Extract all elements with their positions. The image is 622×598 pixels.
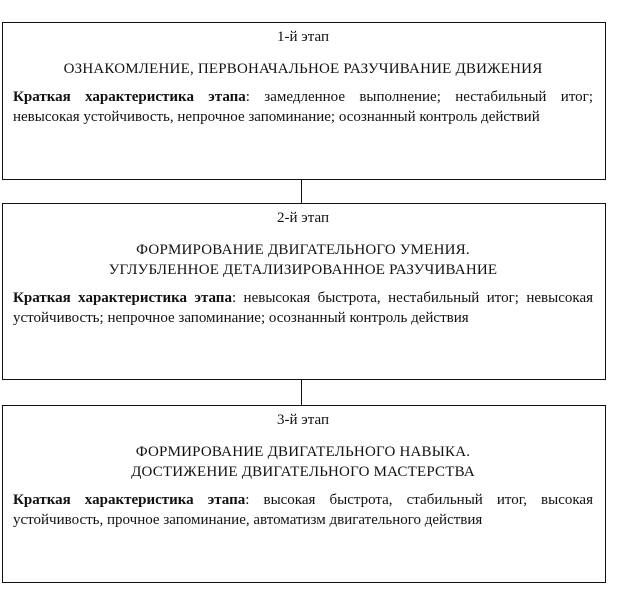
stage-2-title-line-1: ФОРМИРОВАНИЕ ДВИГАТЕЛЬНОГО УМЕНИЯ. <box>136 242 470 258</box>
stage-1-desc-text: : замедленное выполнение; нестабильный итог; невысокая устойчивость, непрочное запоминание; осознанный контроль действий <box>13 89 593 125</box>
connector-line-2-3 <box>301 380 302 405</box>
stage-2-title <box>13 240 593 280</box>
stage-1-title <box>13 59 593 79</box>
stage-2-desc-text: : невысокая быстрота, нестабильный итог; невысокая устойчивость; непрочное запоминание; осознанный контроль действия <box>13 290 593 326</box>
stage-2-desc-label: Краткая характеристика этапа <box>13 290 232 306</box>
stage-2-label: 2-й этап <box>277 210 329 226</box>
stage-3-desc-text: : высокая быстрота, стабильный итог, высокая устойчивость, прочное запоминание, автоматизм двигательного действия <box>13 492 593 528</box>
stage-1-title-line: ОЗНАКОМЛЕНИЕ, ПЕРВОНАЧАЛЬНОЕ РАЗУЧИВАНИЕ ДВИЖЕНИЯ <box>63 61 543 77</box>
stage-1-desc-label: Краткая характеристика этапа <box>13 89 246 105</box>
stage-2-description <box>13 288 593 328</box>
stage-1-description <box>13 87 593 127</box>
stage-3-label: 3-й этап <box>277 412 329 428</box>
stage-1-box <box>2 22 606 180</box>
stage-2-box <box>2 203 606 380</box>
stage-1-label: 1-й этап <box>277 29 329 45</box>
stage-2-title-line-2: УГЛУБЛЕННОЕ ДЕТАЛИЗИРОВАННОЕ РАЗУЧИВАНИЕ <box>108 262 498 278</box>
stage-3-description <box>13 490 593 530</box>
stage-3-title-line-2: ДОСТИЖЕНИЕ ДВИГАТЕЛЬНОГО МАСТЕРСТВА <box>131 464 475 480</box>
stage-3-title <box>13 442 593 482</box>
connector-line-1-2 <box>301 180 302 203</box>
stage-3-title-line-1: ФОРМИРОВАНИЕ ДВИГАТЕЛЬНОГО НАВЫКА. <box>135 444 471 460</box>
stage-3-desc-label: Краткая характеристика этапа <box>13 492 246 508</box>
stage-3-box <box>2 405 606 583</box>
